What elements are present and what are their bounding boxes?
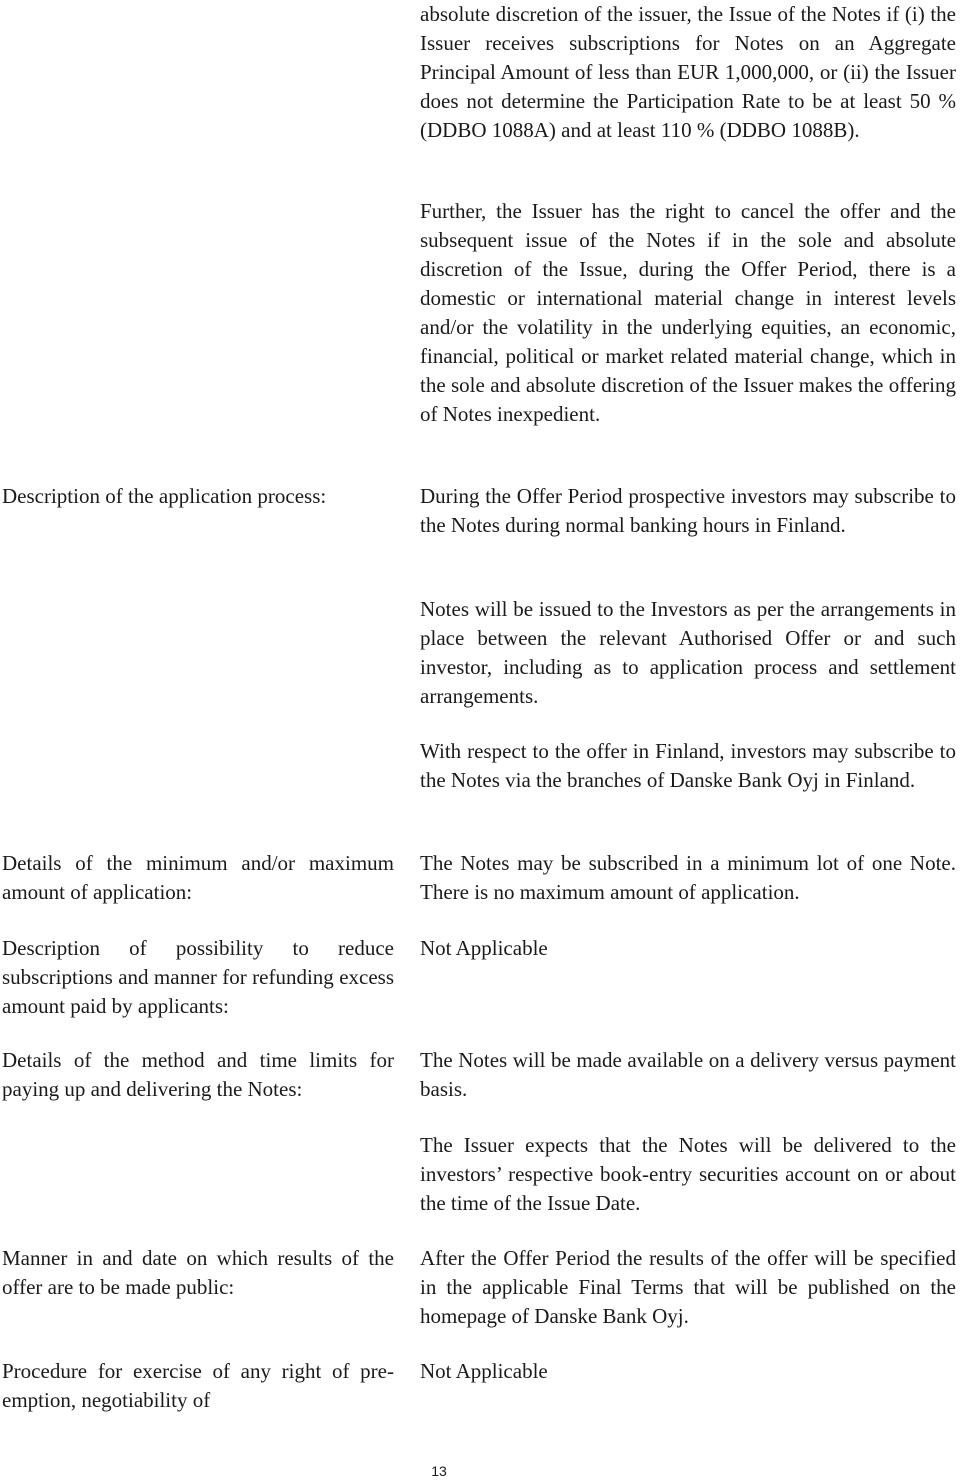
page-number: 13 [431, 1463, 447, 1479]
reduce-subscriptions-value: Not Applicable [420, 936, 548, 960]
pre-emption-value: Not Applicable [420, 1359, 548, 1383]
min-max-amount-value: The Notes may be subscribed in a minimum lot of one Note. There is no maximum amount of application. [420, 851, 956, 904]
min-max-amount-label: Details of the minimum and/or maximum amount of application: [2, 851, 394, 904]
application-process-label: Description of the application process: [2, 484, 327, 508]
results-publication-label: Manner in and date on which results of the offer are to be made public: [2, 1246, 394, 1299]
cancellation-paragraph: Further, the Issuer has the right to cancel the offer and the subsequent issue of the Notes if in the sole and absolute discretion of the Issue, during the Offer Period, there is a domestic or international material change in interest levels and/or the volatility in the underlying equities, an economic, financial, political or market related material change, which in the sole and absolute discretion of the Issuer makes the offering of Notes inexpedient. [420, 199, 956, 426]
application-process-paragraph-1: During the Offer Period prospective investors may subscribe to the Notes during normal banking hours in Finland. [420, 484, 956, 537]
application-process-paragraph-2: Notes will be issued to the Investors as per the arrangements in place between the relevant Authorised Offer or and such investor, including as to application process and settlement arrangements. [420, 597, 956, 708]
pre-emption-label: Procedure for exercise of any right of pre-emption, negotiability of [2, 1359, 394, 1412]
payment-delivery-paragraph-2: The Issuer expects that the Notes will be delivered to the investors’ respective book-entry securities account on or about the time of the Issue Date. [420, 1133, 956, 1215]
reduce-subscriptions-label: Description of possibility to reduce subscriptions and manner for refunding excess amount paid by applicants: [2, 936, 394, 1018]
payment-delivery-paragraph-1: The Notes will be made available on a delivery versus payment basis. [420, 1048, 956, 1101]
application-process-paragraph-3: With respect to the offer in Finland, investors may subscribe to the Notes via the branches of Danske Bank Oyj in Finland. [420, 739, 956, 792]
results-publication-value: After the Offer Period the results of the offer will be specified in the applicable Final Terms that will be published on the homepage of Danske Bank Oyj. [420, 1246, 956, 1328]
payment-delivery-label: Details of the method and time limits for paying up and delivering the Notes: [2, 1048, 394, 1101]
continued-paragraph: absolute discretion of the issuer, the Issue of the Notes if (i) the Issuer receives subscriptions for Notes on an Aggregate Principal Amount of less than EUR 1,000,000, or (ii) the Issuer does not determine the Participation Rate to be at least 50 % (DDBO 1088A) and at least 110 % (DDBO 1088B). [420, 2, 956, 142]
